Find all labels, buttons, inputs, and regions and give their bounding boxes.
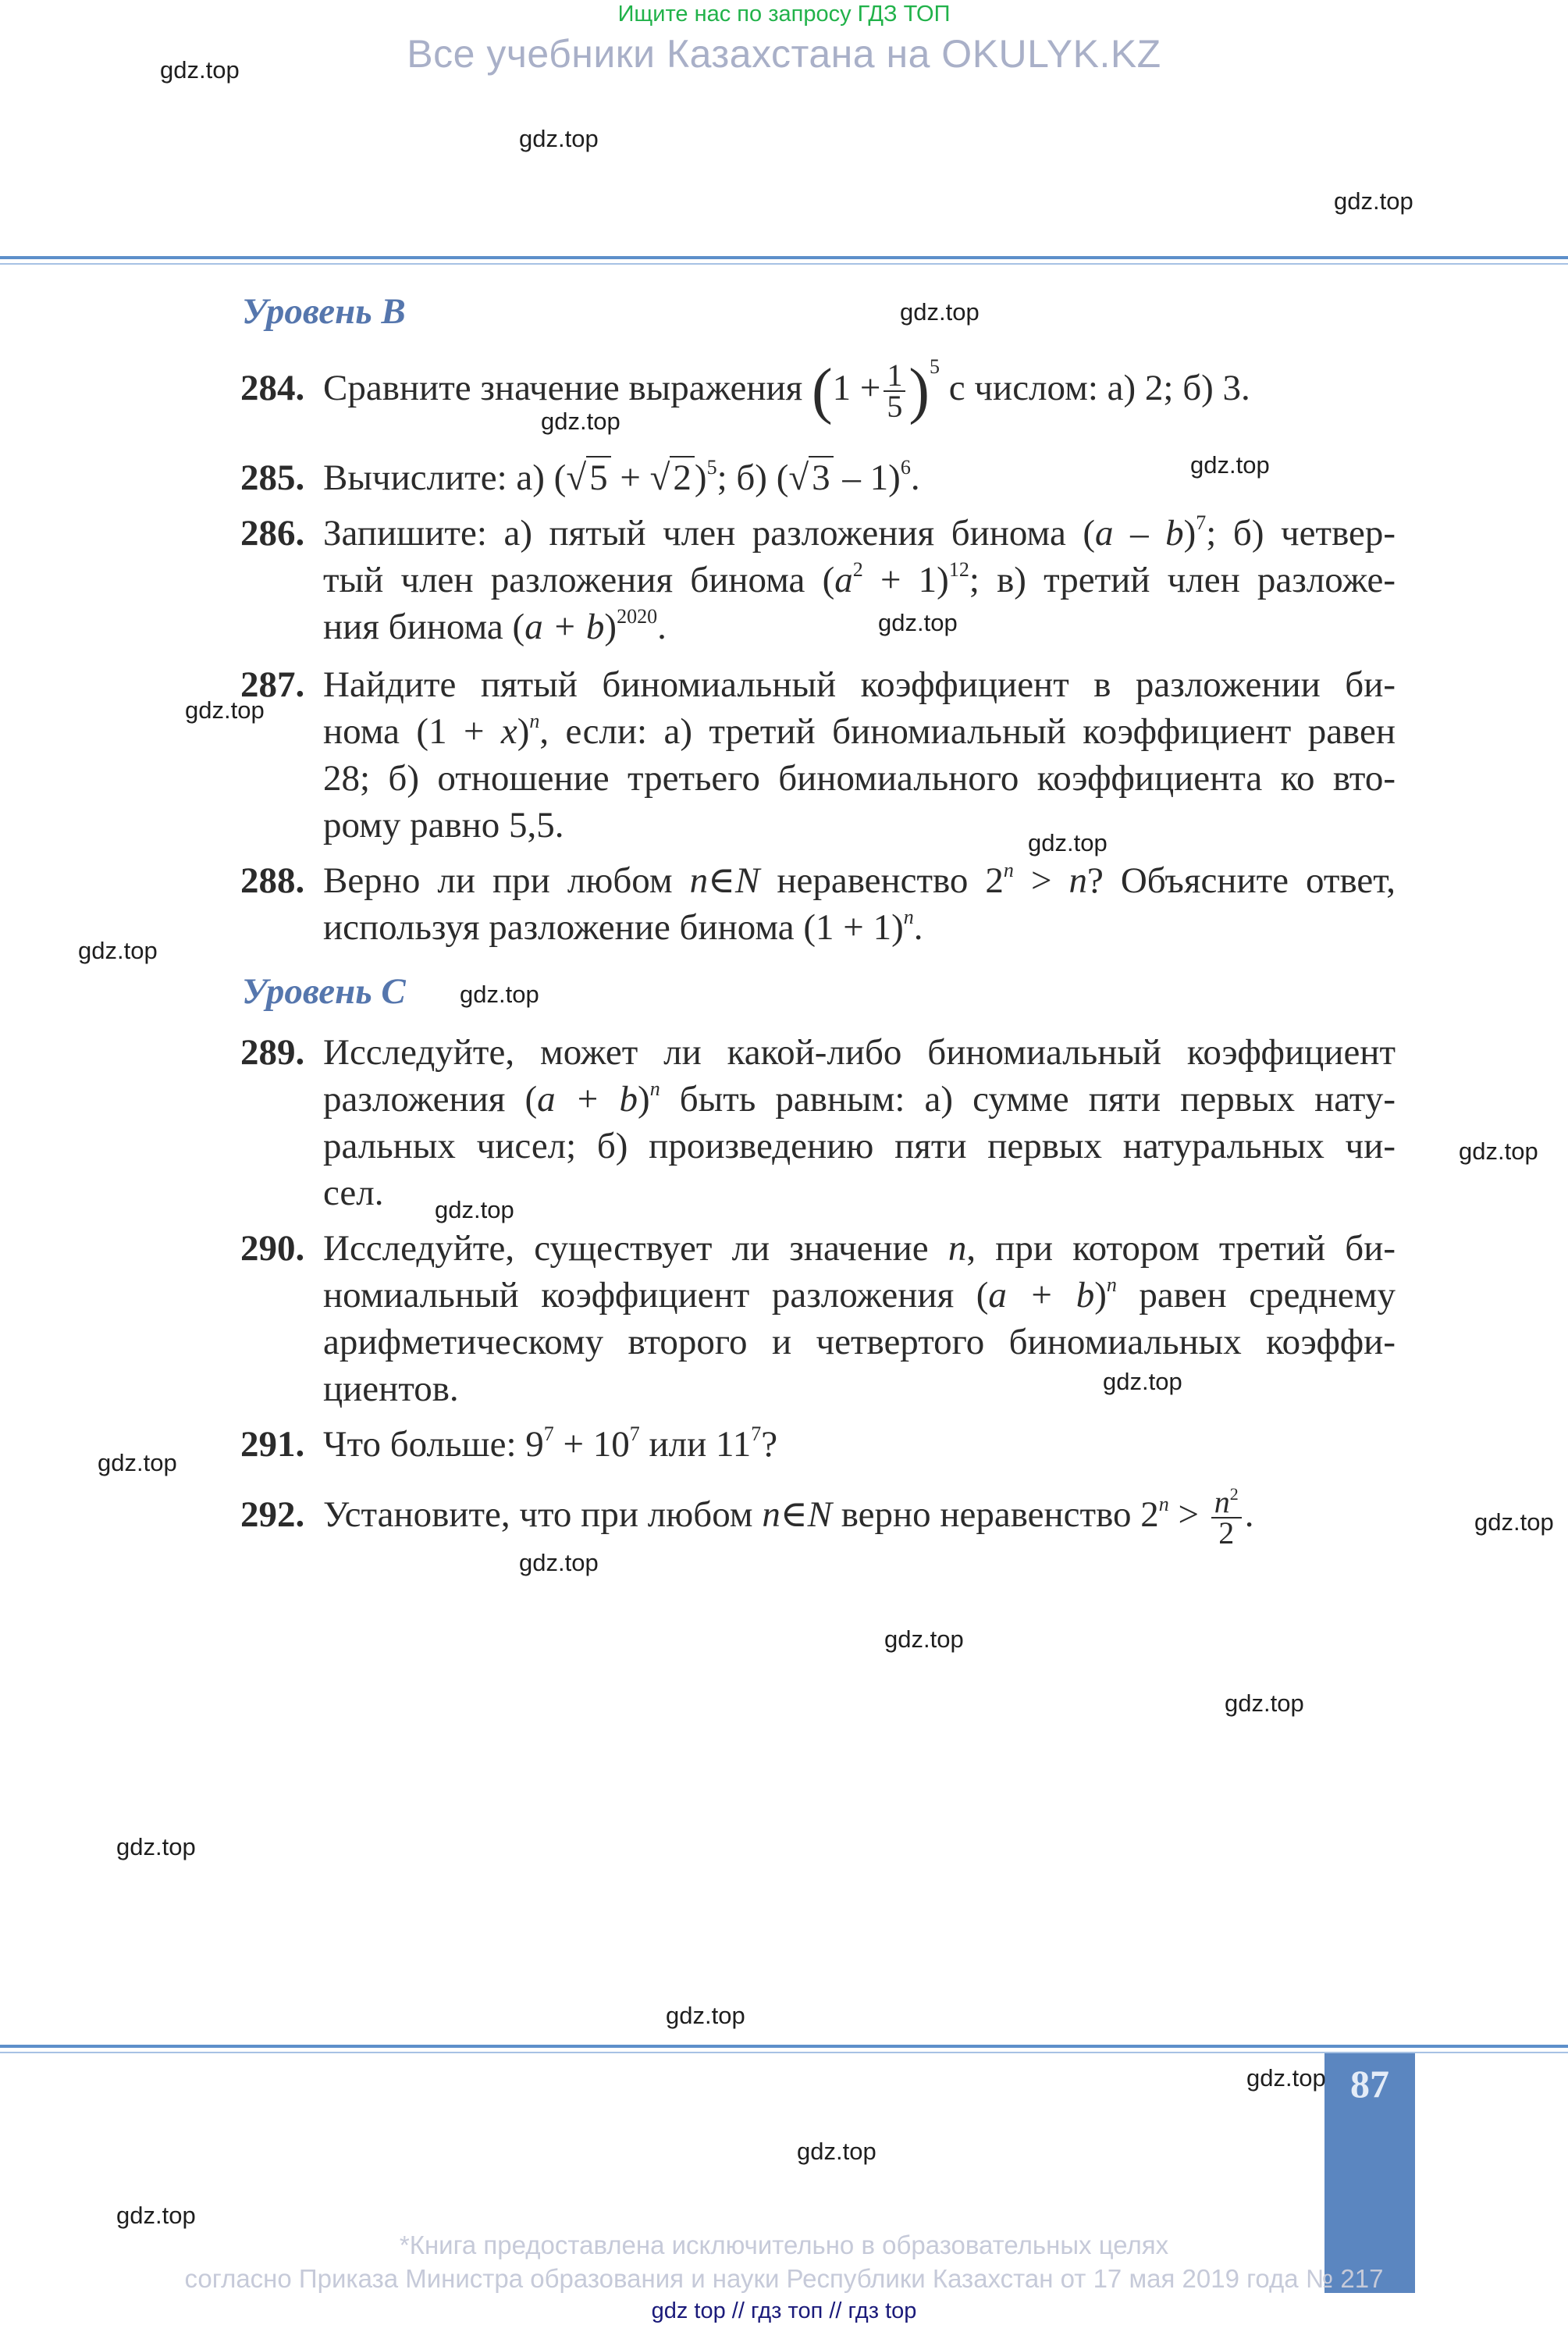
watermark[interactable]: gdz.top — [98, 1449, 177, 1476]
exponent: n — [529, 710, 540, 732]
exercise-text: с числом: а) 2; б) 3. — [948, 367, 1250, 408]
watermark[interactable]: gdz.top — [1459, 1138, 1538, 1165]
watermark[interactable]: gdz.top — [116, 2202, 196, 2229]
exercise-text: сел. — [323, 1173, 384, 1213]
watermark[interactable]: gdz.top — [78, 937, 158, 964]
fraction-denominator: 5 — [887, 389, 903, 424]
watermark[interactable]: gdz.top — [185, 696, 265, 724]
exercise-286 — [240, 510, 1396, 650]
exercise-text: используя разложение бинома (1 + 1) — [323, 907, 904, 948]
exercise-text: ) — [638, 1079, 650, 1120]
watermark[interactable]: gdz.top — [884, 1625, 964, 1653]
exercise-number: 287. — [240, 664, 305, 705]
exercise-text: ? — [761, 1424, 778, 1465]
fraction — [1211, 1484, 1242, 1551]
watermark[interactable]: gdz.top — [1028, 829, 1108, 856]
exponent: 6 — [900, 456, 911, 479]
exercise-text: – 1) — [842, 457, 901, 498]
exercise-text: . — [657, 607, 667, 647]
exercise-text: > — [1168, 1494, 1199, 1535]
exercise-text: ) — [604, 607, 617, 647]
exponent: n — [1106, 1273, 1117, 1296]
exercise-text: , при котором третий би- — [966, 1228, 1396, 1269]
exercise-number: 292. — [240, 1494, 305, 1535]
exercise-text: тый член разложения бинома ( — [323, 560, 835, 600]
exercise-292 — [240, 1484, 1396, 1551]
exercise-text: рому равно 5,5. — [323, 805, 564, 846]
exercise-text: номиальный коэффициент разложения ( — [323, 1275, 989, 1316]
exponent: n — [903, 906, 914, 928]
radicand: 3 — [809, 456, 834, 498]
exercise-text: Сравните значение выражения — [323, 367, 803, 408]
math-var: n∈N — [689, 860, 760, 901]
exercise-text: быть равным: а) сумме пяти первых нату- — [660, 1079, 1396, 1120]
exercise-291 — [240, 1421, 1396, 1468]
exercise-text: . — [910, 457, 920, 498]
exercise-288 — [240, 857, 1396, 951]
exercise-number: 288. — [240, 860, 305, 901]
paren-open: ( — [812, 357, 833, 425]
exercise-text: нома (1 + — [323, 711, 485, 752]
exponent: 12 — [948, 558, 969, 581]
exercise-text: , если: а) третий биномиальный коэффициент равен — [539, 711, 1396, 752]
exercise-290 — [240, 1225, 1396, 1412]
exponent: 7 — [1196, 511, 1207, 534]
exercise-number: 291. — [240, 1424, 305, 1465]
exercise-text: + 1) — [862, 560, 949, 600]
exercise-text: Исследуйте, существует ли значение — [323, 1228, 929, 1269]
exercise-number: 285. — [240, 457, 305, 498]
exponent: 5 — [706, 456, 717, 479]
exercise-text: Верно ли при любом — [323, 860, 673, 901]
exercise-number: 289. — [240, 1032, 305, 1073]
watermark[interactable]: gdz.top — [1474, 1508, 1554, 1536]
sqrt-sign: √ — [788, 457, 809, 498]
footer-disclaimer-line2: согласно Приказа Министра образования и науки Республики Казахстан от 17 мая 2019 года № 217 — [184, 2264, 1384, 2293]
exponent: 2020 — [617, 605, 658, 628]
math-var: a + b — [988, 1275, 1095, 1316]
promo-banner[interactable]: Ищите нас по запросу ГДЗ ТОП — [617, 2, 951, 27]
exercise-number: 286. — [240, 513, 305, 554]
exercise-text: . — [913, 907, 923, 948]
exponent: 7 — [629, 1422, 640, 1445]
fraction-numerator: 1 — [884, 361, 905, 392]
top-rule — [0, 256, 1568, 259]
exercise-number: 284. — [240, 367, 305, 408]
exercise-text: > — [1013, 860, 1052, 901]
exercise-289 — [240, 1029, 1396, 1216]
exponent: 2 — [852, 558, 863, 581]
math-var: n — [1214, 1484, 1230, 1519]
paren-close: ) — [908, 357, 930, 425]
exercise-text: Запишите: а) пятый член разложения бинома ( — [323, 513, 1096, 554]
sqrt-sign: √ — [566, 457, 587, 498]
exponent: 7 — [543, 1422, 554, 1445]
math-var: a — [834, 560, 853, 600]
watermark[interactable]: gdz.top — [1103, 1368, 1182, 1395]
watermark[interactable]: gdz.top — [1225, 1689, 1304, 1717]
exercise-text: ) — [517, 711, 530, 752]
exponent: 5 — [930, 354, 940, 378]
watermark[interactable]: gdz.top — [878, 609, 958, 636]
exercise-text: ) — [1094, 1275, 1107, 1316]
footer-links[interactable]: gdz top // гдз топ // гдз top — [651, 2298, 917, 2323]
watermark[interactable]: gdz.top — [541, 408, 620, 435]
fraction-denominator: 2 — [1218, 1515, 1235, 1551]
exercise-text: Установите, что при любом — [323, 1494, 753, 1535]
math-var: n∈N — [762, 1494, 832, 1535]
math-var: a + b — [537, 1079, 638, 1120]
math-var: a + b — [524, 607, 605, 647]
exponent: 7 — [751, 1422, 762, 1445]
expr-pre: 1 + — [832, 367, 881, 408]
exercise-text: ? Объясните ответ, — [1086, 860, 1396, 901]
exponent: 2 — [1229, 1484, 1239, 1504]
sqrt-sign: √ — [649, 457, 670, 498]
watermark[interactable]: gdz.top — [1190, 451, 1270, 479]
watermark[interactable]: gdz.top — [519, 125, 599, 152]
exercise-text: ) — [1183, 513, 1196, 554]
watermark[interactable]: gdz.top — [460, 981, 539, 1008]
math-var: n — [948, 1228, 967, 1269]
exercise-text: Исследуйте, может ли какой-либо биномиальный коэффициент — [323, 1032, 1396, 1073]
math-var: a – b — [1095, 513, 1184, 554]
exercise-text: Вычислите: а) ( — [323, 457, 567, 498]
exponent: n — [649, 1077, 660, 1100]
math-var: x — [500, 711, 517, 752]
watermark[interactable]: gdz.top — [160, 56, 240, 84]
exercise-text: равен среднему — [1116, 1275, 1396, 1316]
exercise-287 — [240, 661, 1396, 849]
watermark[interactable]: gdz.top — [519, 1549, 599, 1576]
math-var: n — [1068, 860, 1087, 901]
exercise-text: ) — [694, 457, 707, 498]
exercise-text: верно неравенство 2 — [841, 1494, 1159, 1535]
exercise-text: Найдите пятый биномиальный коэффициент в разложении би- — [323, 664, 1396, 705]
bottom-rule — [0, 2045, 1568, 2048]
exercise-text: Что больше: 9 — [323, 1424, 544, 1465]
watermark[interactable]: gdz.top — [1246, 2064, 1326, 2092]
watermark[interactable]: gdz.top — [797, 2138, 876, 2165]
top-rule-thin — [0, 263, 1568, 265]
radicand: 5 — [586, 456, 611, 498]
exponent: n — [1158, 1492, 1169, 1515]
exercise-text: арифметическому второго и четвертого биномиальных коэффи- — [323, 1322, 1396, 1362]
exercise-text: ральных чисел; б) произведению пяти первых натуральных чи- — [323, 1126, 1396, 1166]
exercise-text: ; б) четвер- — [1206, 513, 1396, 554]
exercise-text: . — [1244, 1494, 1254, 1535]
site-title[interactable]: Все учебники Казахстана на OKULYK.KZ — [407, 32, 1161, 76]
fraction — [884, 358, 905, 424]
exercise-284 — [240, 354, 1396, 425]
watermark[interactable]: gdz.top — [116, 1833, 196, 1860]
page-number: 87 — [1350, 2062, 1389, 2106]
exercise-text: неравенство 2 — [777, 860, 1004, 901]
radicand: 2 — [670, 456, 695, 498]
exercise-text: 28; б) отношение третьего биномиального коэффициента ко вто- — [323, 758, 1396, 799]
fraction-numerator — [1211, 1484, 1242, 1519]
watermark[interactable]: gdz.top — [666, 2002, 745, 2029]
level-c-heading: Уровень C — [242, 971, 406, 1012]
exercise-text: ния бинома ( — [323, 607, 525, 647]
exercise-text: циентов. — [323, 1369, 459, 1409]
exponent: n — [1003, 859, 1014, 881]
watermark[interactable]: gdz.top — [435, 1196, 514, 1223]
exercise-text: ; б) ( — [716, 457, 789, 498]
operator: + — [620, 457, 641, 498]
exercise-text: или 11 — [639, 1424, 752, 1465]
exercise-number: 290. — [240, 1228, 305, 1269]
watermark[interactable]: gdz.top — [900, 298, 980, 326]
exercise-text: + 10 — [553, 1424, 630, 1465]
watermark[interactable]: gdz.top — [1334, 187, 1413, 215]
footer-disclaimer-line1: *Книга предоставлена исключительно в образовательных целях — [399, 2231, 1169, 2259]
level-b-heading: Уровень B — [242, 291, 406, 332]
exercise-text: разложения ( — [323, 1079, 538, 1120]
exercise-text: ; в) третий член разложе- — [969, 560, 1396, 600]
